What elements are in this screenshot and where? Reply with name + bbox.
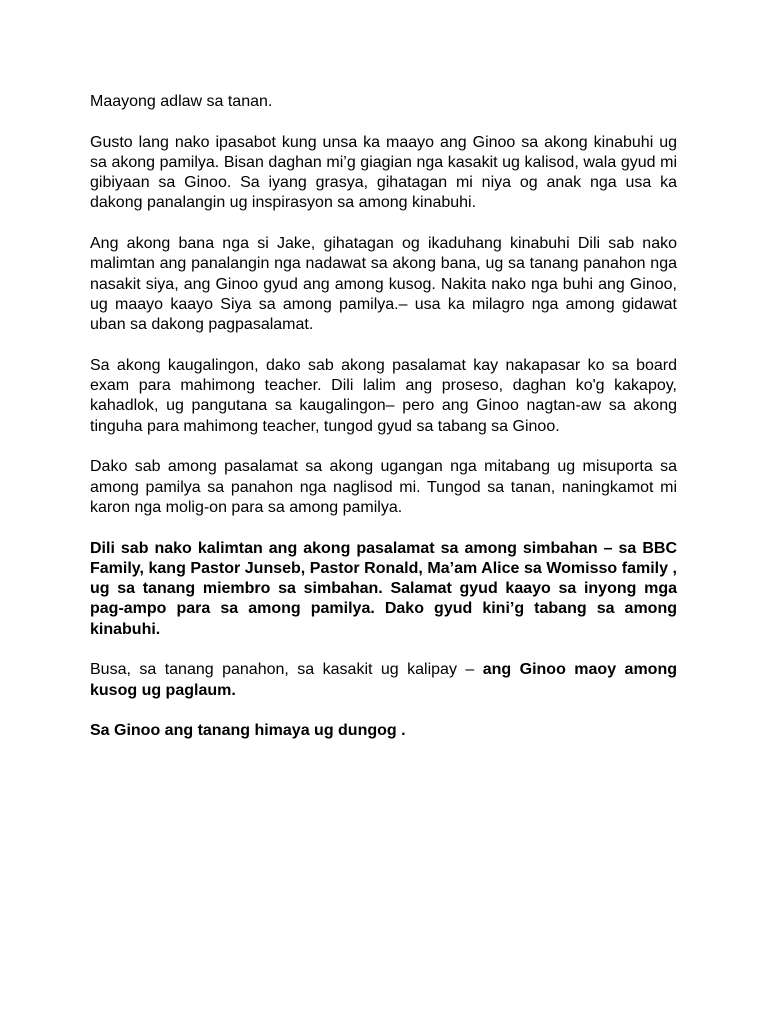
paragraph-board-exam: Sa akong kaugalingon, dako sab akong pasalamat kay nakapasar ko sa board exam para mahimong teacher. Dili lalim ang proseso, daghan ko'g kakapoy, kahadlok, ug pangutana sa kaugalingon– pero ang Ginoo nagtan-aw sa akong tinguha para mahimong teacher, tungod gyud sa tabang sa Ginoo. — [90, 356, 677, 435]
paragraph-testimony: Gusto lang nako ipasabot kung unsa ka maayo ang Ginoo sa akong kinabuhi ug sa akong pamilya. Bisan daghan mi’g giagian nga kasakit ug kalisod, wala gyud mi gibiyaan sa Ginoo. Sa iyang grasya, gihatagan mi niya og anak nga usa ka dakong panalangin ug inspirasyon sa among kinabuhi. — [90, 133, 677, 212]
document-page — [90, 92, 677, 742]
paragraph-husband: Ang akong bana nga si Jake, gihatagan og ikaduhang kinabuhi Dili sab nako malimtan ang panalangin nga nadawat sa akong bana, ug sa tanang panahon nga nasakit siya, ang Ginoo gyud ang among kusog. Nakita nako nga buhi ang Ginoo, ug maayo kaayo Siya sa among pamilya.– usa ka milagro nga among gidawat uban sa dakong pagpasalamat. — [90, 235, 677, 334]
greeting: Maayong adlaw sa tanan. — [90, 93, 273, 110]
closing-line: Sa Ginoo ang tanang himaya ug dungog . — [90, 722, 406, 740]
conclusion-bold-text: ang Ginoo maoy among kusog ug paglaum. — [90, 661, 678, 699]
paragraph-conclusion — [90, 660, 677, 701]
paragraph-church-thanks: Dili sab nako kalimtan ang akong pasalamat sa among simbahan – sa BBC Family, kang Pastor Junseb, Pastor Ronald, Ma’am Alice sa Womisso family , ug sa tanang miembro sa simbahan. Salamat gyud kaayo sa inyong mga pag-ampo para sa among pamilya. Dako gyud kini’g tabang sa among kinabuhi. — [90, 539, 677, 638]
conclusion-regular-text: Busa, sa tanang panahon, sa kasakit ug kalipay – — [90, 661, 483, 679]
paragraph-in-laws: Dako sab among pasalamat sa akong ugangan nga mitabang ug misuporta sa among pamilya sa panahon nga naglisod mi. Tungod sa tanan, naningkamot mi karon nga molig-on para sa among pamilya. — [90, 458, 677, 516]
